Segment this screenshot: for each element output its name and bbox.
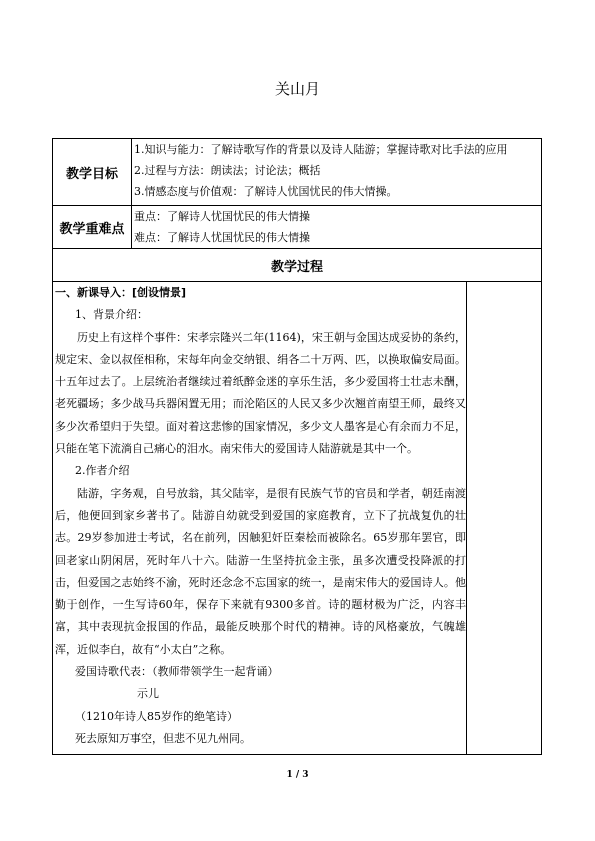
objective-line: 3.情感态度与价值观：了解诗人忧国忧民的伟大情操。 bbox=[134, 185, 398, 198]
author-paragraph: 陆游，字务观，自号放翁，其父陆宰，是很有民族气节的官员和学者，朝廷南渡后，他便回到家乡著书了。陆游自幼就受到爱国的家庭教育，立下了抗战复仇的壮志。29岁参加进士考试，名在前列，因触犯奸臣秦桧而被除名。65岁那年罢官，即回老家山阴闲居，死时年八十六。陆游一生坚持抗金主张，虽多次遭受投降派的打击，但爱国之志始终不渝，死时还念念不忘国家的统一，是南宋伟大的爱国诗人。他勤于创作，一生写诗60年，保存下来就有9300多首。诗的题材极为广泛，内容丰富，其中表现抗金报国的作品，最能反映那个时代的精神。诗的风格豪放，气魄雄浑，近似李白，故有“小太白”之称。 bbox=[55, 486, 466, 656]
key-point-line: 重点：了解诗人忧国忧民的伟大情操 bbox=[134, 210, 310, 223]
poem-note: （1210年诗人85岁作的绝笔诗） bbox=[75, 709, 238, 723]
subsection-heading: 1、背景介绍： bbox=[75, 308, 148, 322]
difficult-point-line: 难点：了解诗人忧国忧民的伟大情操 bbox=[134, 231, 310, 244]
document-title: 关山月 bbox=[274, 80, 320, 98]
poem-title: 示儿 bbox=[137, 687, 159, 701]
process-content bbox=[53, 282, 466, 754]
key-points-content bbox=[132, 206, 542, 249]
background-paragraph: 历史上有这样个事件：宋孝宗隆兴二年(1164)，宋王朝与金国达成妥协的条约，规定宋、金以叔侄相称，宋每年向金交纳银、绢各二十万两、匹，以换取偏安局面。十五年过去了。上层统治者继续过着纸醉金迷的享乐生活，多少爱国将士壮志未酬，老死疆场；多少战马兵器闲置无用；而沦陷区的人民又多少次翘首南望王师，最终又多少次希望归于失望。面对着这悲惨的国家情况，多少文人墨客是心有余而力不足，只能在笔下流淌自己痛心的泪水。南宋伟大的爱国诗人陆游就是其中一个。 bbox=[55, 330, 466, 456]
objectives-label: 教学目标 bbox=[53, 139, 132, 206]
process-heading-row bbox=[53, 249, 542, 282]
key-points-row bbox=[53, 206, 542, 249]
subsection-heading: 2.作者介绍 bbox=[75, 464, 130, 478]
poems-intro: 爱国诗歌代表：（教师带领学生一起背诵） bbox=[75, 665, 279, 679]
objectives-content bbox=[132, 139, 542, 206]
process-notes-cell bbox=[467, 282, 542, 755]
objectives-row bbox=[53, 139, 542, 206]
process-content-cell bbox=[53, 282, 467, 755]
process-heading: 教学过程 bbox=[53, 249, 542, 282]
key-points-label: 教学重难点 bbox=[53, 206, 132, 249]
process-content-row bbox=[53, 282, 542, 755]
poem-line: 死去原知万事空，但悲不见九州同。 bbox=[75, 731, 251, 745]
objective-line: 2.过程与方法：朗读法；讨论法；概括 bbox=[134, 164, 321, 177]
page-number: 1 / 3 bbox=[286, 770, 309, 780]
lesson-plan-table bbox=[52, 138, 542, 755]
section-heading: 一、新课导入：[创设情景] bbox=[55, 286, 187, 299]
objective-line: 1.知识与能力：了解诗歌写作的背景以及诗人陆游；掌握诗歌对比手法的应用 bbox=[134, 143, 508, 156]
